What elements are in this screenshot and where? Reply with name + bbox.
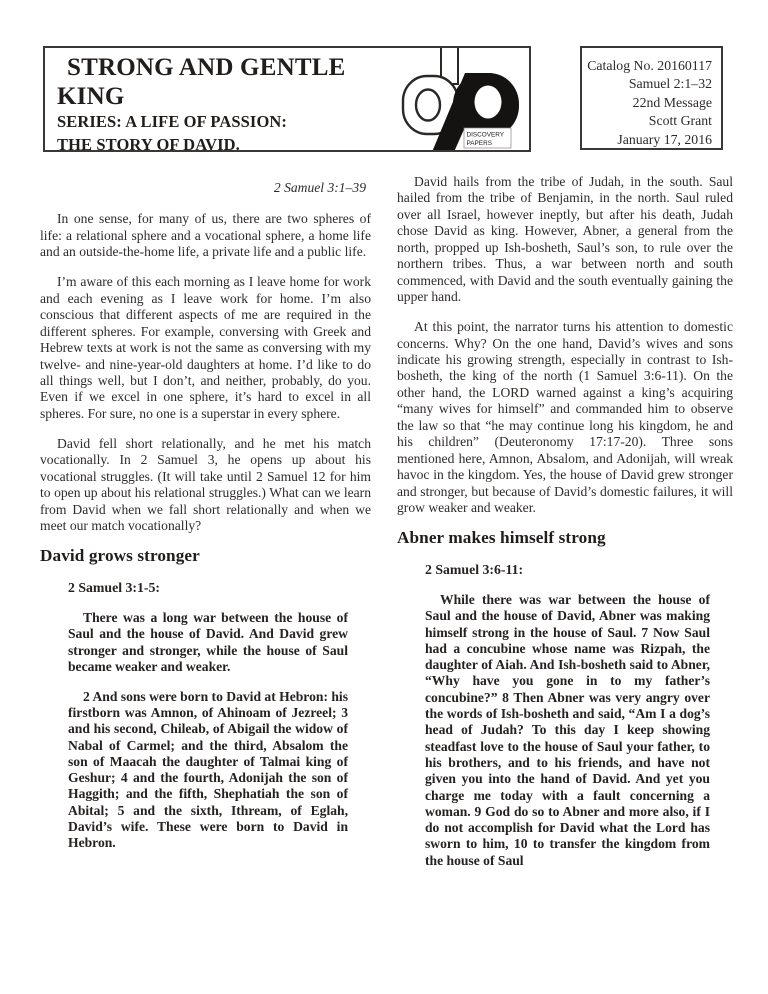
discovery-papers-logo-icon	[401, 48, 525, 150]
section-heading: David grows stronger	[40, 546, 200, 566]
title-block	[57, 53, 412, 156]
paragraph: In one sense, for many of us, there are two spheres of life: a relational sphere and a vocational sphere, a home life and an outside-the-home life, a private life and a public life.	[40, 211, 371, 260]
catalog-box	[580, 46, 723, 150]
catalog-passage: Samuel 2:1–32	[628, 76, 712, 92]
paragraph: David fell short relationally, and he met his match vocationally. In 2 Samuel 3, he opens up about his vocational struggles. (It will take until 2 Samuel 12 for him to open up about his relational struggles.) What can we learn from David when we fall short relationally and when we meet our match vocationally?	[40, 435, 371, 534]
paragraph: David hails from the tribe of Judah, in the south. Saul hailed from the tribe of Benjamin, in the north. Saul ruled over all Israel, however ineptly, but after his death, Judah chose David as king. However, Abner, a general from the north, propped up Ish-bosheth, Saul’s son, to rule over the northern tribes. Thus, a war between north and south commenced, with David and the south eventually gaining the upper hand.	[397, 174, 733, 305]
section-heading: Abner makes himself strong	[397, 528, 606, 548]
series-subtitle-line2: THE STORY OF DAVID.	[57, 134, 240, 154]
logo-label-papers: PAPERS	[466, 140, 492, 147]
logo-label-discovery: DISCOVERY	[466, 131, 505, 139]
scripture-quote: There was a long war between the house of Saul and the house of David. And David grew stronger and stronger, while the house of Saul became weaker and weaker.	[68, 610, 348, 674]
paragraph: At this point, the narrator turns his attention to domestic concerns. Why? On the one hand, David’s wives and sons indicate his growing strength, especially in contrast to Ish-bosheth, the king of the north (1 Samuel 3:6-11). On the other hand, the LORD warned against a king’s acquiring “many wives for himself” and commanded him to observe the law so that “he may continue long his kingdom, he and his children” (Deuteronomy 17:17-20). Three sons mentioned here, Amnon, Absalom, and Adonijah, will wreak havoc in the kingdom. Yes, the house of David grew stronger and stronger, but because of David’s domestic failures, it will grow weaker and weaker.	[397, 319, 733, 516]
scripture-reference-italic: 2 Samuel 3:1–39	[273, 180, 366, 195]
catalog-date: January 17, 2016	[617, 131, 712, 147]
page-title-line1: STRONG AND GENTLE	[67, 54, 346, 81]
catalog-author: Scott Grant	[648, 113, 712, 129]
scripture-quote: 2 And sons were born to David at Hebron: his firstborn was Amnon, of Ahinoam of Jezreel; 3 and his second, Chileab, of Abigail the widow of Nabal of Carmel; and the third, Absalom the son of Maacah the daughter of Talmai king of Geshur; 4 and the fourth, Adonijah the son of Haggith; and the fifth, Shephatiah the son of Abital; 5 and the sixth, Ithream, of Eglah, David’s wife. These were born to David in Hebron.	[68, 688, 348, 851]
header-box	[43, 46, 531, 152]
left-column	[40, 180, 371, 865]
passage-reference: 2 Samuel 3:1-5:	[68, 579, 160, 595]
right-column	[397, 174, 733, 883]
paragraph: I’m aware of this each morning as I leave home for work and each evening as I leave work for home. I’m also conscious that different aspects of me are required in the different spheres. For example, conversing with Greek and Hebrew texts at work is not the same as conversing with my twelve- and nine-year-old daughters at home. I’d like to do all things well, but I don’t, and neither, probably, do you. Even if we excel in one sphere, it’s hard to excel in all spheres. For sure, no one is a superstar in every sphere.	[40, 274, 371, 421]
page-title-line2: KING	[57, 83, 125, 110]
catalog-message-number: 22nd Message	[632, 94, 712, 110]
catalog-number: Catalog No. 20160117	[587, 58, 712, 73]
scripture-quote: While there was war between the house of Saul and the house of David, Abner was making himself strong in the house of Saul. 7 Now Saul had a concubine whose name was Rizpah, the daughter of Aiah. And Ish-bosheth said to Abner, “Why have you gone in to my father’s concubine?” 8 Then Abner was very angry over the words of Ish-bosheth and said, “Am I a dog’s head of Judah? To this day I keep showing steadfast love to the house of Saul your father, to his brothers, and to his friends, and have not given you into the hand of David. And yet you charge me today with a fault concerning a woman. 9 God do so to Abner and more also, if I do not accomplish for David what the Lord has sworn to him, 10 to transfer the kingdom from the house of Saul	[425, 591, 710, 868]
passage-reference: 2 Samuel 3:6-11:	[425, 561, 524, 577]
series-subtitle-line1: SERIES: A LIFE OF PASSION:	[57, 112, 287, 131]
